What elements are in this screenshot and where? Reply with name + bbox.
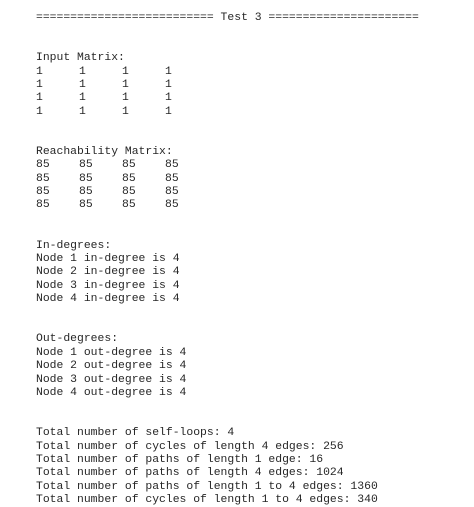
matrix-cell: 1 bbox=[79, 65, 86, 78]
matrix-cell: 1 bbox=[122, 78, 129, 91]
out-degree-line: Node 1 out-degree is 4 bbox=[36, 346, 187, 359]
matrix-cell: 85 bbox=[122, 172, 136, 185]
total-line: Total number of cycles of length 1 to 4 edges: 340 bbox=[36, 494, 378, 507]
spacer bbox=[36, 119, 466, 132]
matrix-cell: 1 bbox=[36, 78, 43, 91]
matrix-cell: 1 bbox=[122, 65, 129, 78]
spacer bbox=[36, 39, 466, 52]
matrix-cell: 1 bbox=[36, 65, 43, 78]
out-degree-line: Node 2 out-degree is 4 bbox=[36, 360, 187, 373]
matrix-cell: 85 bbox=[165, 186, 179, 199]
input-matrix bbox=[36, 66, 466, 120]
test-header: ========================== Test 3 ====================== bbox=[36, 12, 419, 24]
matrix-cell: 85 bbox=[36, 199, 50, 212]
total-line: Total number of paths of length 1 to 4 edges: 1360 bbox=[36, 480, 378, 493]
spacer bbox=[36, 320, 466, 333]
reachability-matrix-title: Reachability Matrix: bbox=[36, 145, 173, 158]
out-degrees-title: Out-degrees: bbox=[36, 333, 119, 346]
matrix-cell: 1 bbox=[122, 92, 129, 105]
total-line: Total number of paths of length 1 edge: 16 bbox=[36, 453, 324, 466]
matrix-cell: 85 bbox=[79, 186, 93, 199]
matrix-cell: 85 bbox=[165, 159, 179, 172]
matrix-cell: 85 bbox=[79, 172, 93, 185]
reachability-matrix bbox=[36, 159, 466, 213]
matrix-row bbox=[36, 186, 466, 199]
input-matrix-title: Input Matrix: bbox=[36, 52, 125, 65]
matrix-cell: 1 bbox=[165, 105, 172, 118]
console-output bbox=[36, 12, 466, 507]
in-degree-line: Node 4 in-degree is 4 bbox=[36, 293, 180, 306]
matrix-cell: 1 bbox=[36, 105, 43, 118]
matrix-row bbox=[36, 79, 466, 92]
matrix-row bbox=[36, 106, 466, 119]
in-degree-line: Node 3 in-degree is 4 bbox=[36, 279, 180, 292]
matrix-cell: 1 bbox=[165, 78, 172, 91]
matrix-cell: 1 bbox=[36, 92, 43, 105]
total-line: Total number of self-loops: 4 bbox=[36, 427, 235, 440]
matrix-cell: 1 bbox=[165, 65, 172, 78]
spacer bbox=[36, 226, 466, 239]
spacer bbox=[36, 400, 466, 413]
spacer bbox=[36, 414, 466, 427]
matrix-row bbox=[36, 159, 466, 172]
matrix-cell: 85 bbox=[165, 199, 179, 212]
matrix-cell: 1 bbox=[79, 105, 86, 118]
matrix-cell: 85 bbox=[36, 172, 50, 185]
matrix-cell: 85 bbox=[79, 199, 93, 212]
in-degrees-title: In-degrees: bbox=[36, 239, 112, 252]
matrix-cell: 1 bbox=[79, 92, 86, 105]
matrix-cell: 85 bbox=[165, 172, 179, 185]
out-degree-line: Node 4 out-degree is 4 bbox=[36, 386, 187, 399]
matrix-cell: 85 bbox=[36, 186, 50, 199]
matrix-cell: 85 bbox=[79, 159, 93, 172]
matrix-cell: 85 bbox=[122, 186, 136, 199]
matrix-cell: 85 bbox=[36, 159, 50, 172]
spacer bbox=[36, 213, 466, 226]
matrix-cell: 85 bbox=[122, 199, 136, 212]
matrix-row bbox=[36, 92, 466, 105]
spacer bbox=[36, 307, 466, 320]
in-degree-line: Node 1 in-degree is 4 bbox=[36, 253, 180, 266]
matrix-cell: 1 bbox=[165, 92, 172, 105]
matrix-cell: 1 bbox=[79, 78, 86, 91]
in-degree-line: Node 2 in-degree is 4 bbox=[36, 266, 180, 279]
matrix-cell: 1 bbox=[122, 105, 129, 118]
spacer bbox=[36, 133, 466, 146]
total-line: Total number of paths of length 4 edges: 1024 bbox=[36, 467, 344, 480]
matrix-cell: 85 bbox=[122, 159, 136, 172]
spacer bbox=[36, 25, 466, 38]
total-line: Total number of cycles of length 4 edges: 256 bbox=[36, 440, 344, 453]
out-degree-line: Node 3 out-degree is 4 bbox=[36, 373, 187, 386]
matrix-row bbox=[36, 199, 466, 212]
matrix-row bbox=[36, 173, 466, 186]
matrix-row bbox=[36, 66, 466, 79]
